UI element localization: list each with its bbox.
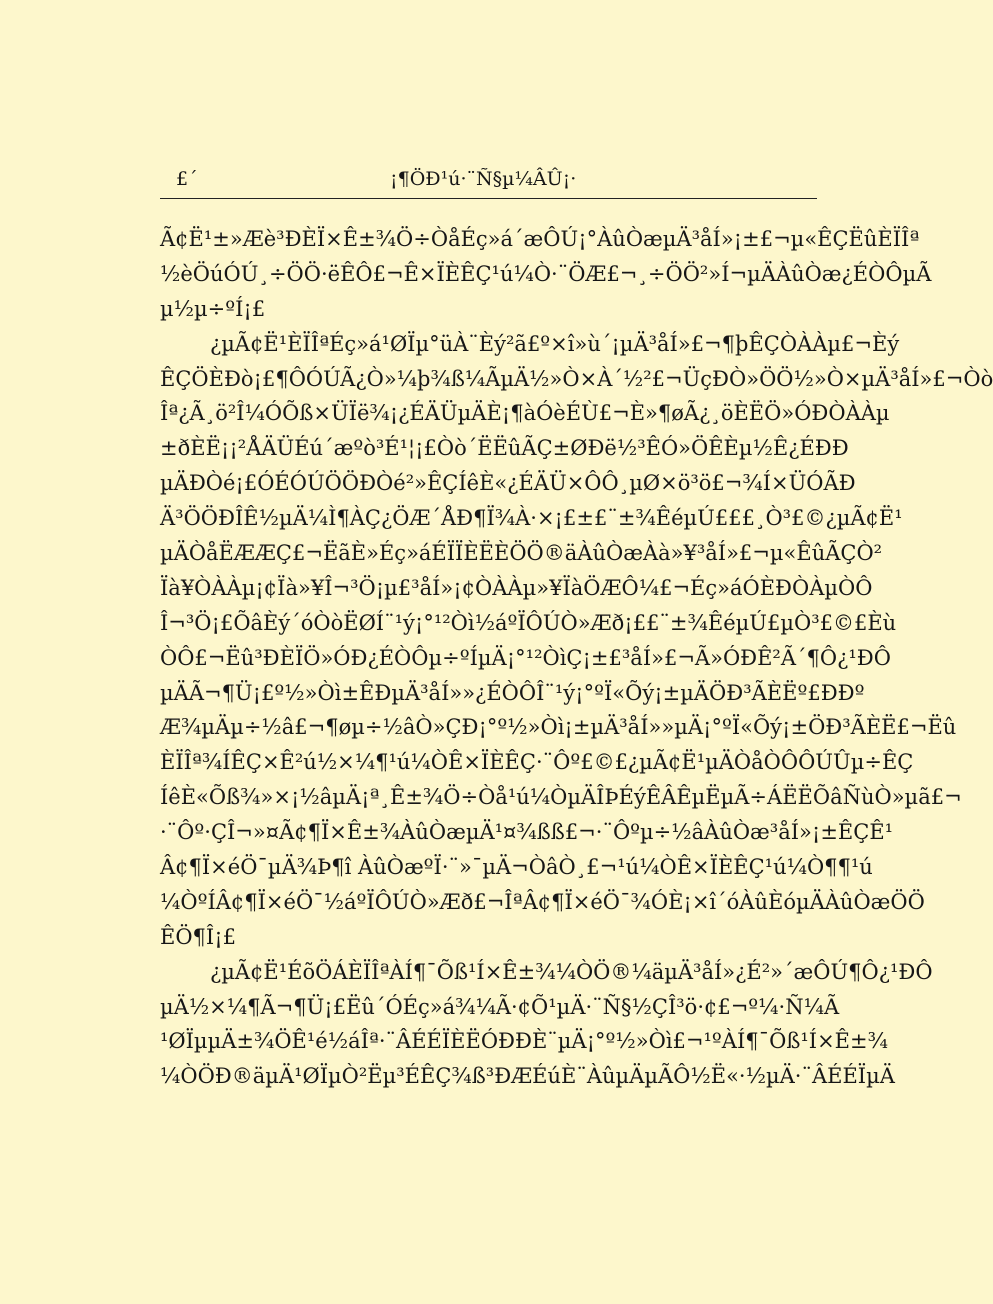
text-line: ÊÇÖÈÐò¡£¶ÔÓÚÃ¿Ò»¼þ¾ß¼ÃµÄ½»Ò×À´½²£¬ÜçÐÒ»ÖÖ½»Ò×µÄ³åÍ»£¬Òò bbox=[160, 366, 993, 391]
body-text bbox=[160, 222, 993, 1094]
paragraph bbox=[160, 327, 993, 955]
text-line: ½èÖúÓÚ¸÷ÖÖ·ëÊÔ£¬Ê×ÏÈÊÇ¹ú¼Ò·¨ÖÆ£¬¸÷ÖÖ²»Í¬µÄÀûÒæ¿ÉÒÔµÃ bbox=[160, 261, 932, 286]
text-line: µÄ½×¼¶Ã¬¶Ü¡£Ëû´ÓÉç»á¾¼Ã·¢Õ¹µÄ·¨Ñ§½ÇÎ³ö·¢£¬º¼·Ñ¼Ã bbox=[160, 994, 840, 1019]
paragraph bbox=[160, 222, 932, 327]
text-line: ¼ÒÖÐ®äµÄ¹ØÏµÒ²Ëµ³ÉÊÇ¾ß³ÐÆÉúÈ¨ÀûµÄµÃÔ½Ë«·½µÄ·¨ÂÉÉÏµÄ bbox=[160, 1064, 895, 1089]
running-title: ¡¶ÖÐ¹ú·¨Ñ§µ¼ÂÛ¡· bbox=[390, 168, 577, 190]
text-line: ¿µÃ¢Ë¹ÈÏÎªÉç»á¹ØÏµ°üÀ¨Èý²ã£º×î»ù´¡µÄ³åÍ»£¬¶þÊÇÒÀÀµ£¬Èý bbox=[210, 331, 900, 356]
text-line: ·¨Ôº·ÇÎ¬»¤Ã¢¶Ï×Ê±¾ÀûÒæµÄ¹¤¾ßß£¬·¨Ôºµ÷½âÀûÒæ³åÍ»¡±ÊÇÊ¹ bbox=[160, 820, 894, 845]
text-line: Ä³ÖÖÐÎÊ½µÄ¼Ì¶ÀÇ¿ÖÆ´ÅÐ¶Ï¾À·×¡£±£¨±¾ÊéµÚ£££¸Ò³£©¿µÃ¢Ë¹ bbox=[160, 506, 903, 531]
text-line: µ½µ÷ºÍ¡£ bbox=[160, 296, 266, 321]
text-line: ¿µÃ¢Ë¹ÉõÖÁÈÏÎªÀÍ¶¯Õß¹Í×Ê±¾¼ÒÖ®¼äµÄ³åÍ»¿É²»´æÔÚ¶Ô¿¹ÐÔ bbox=[210, 959, 933, 984]
text-line: ¹ØÏµµÄ±¾ÖÊ¹é½áÎª·¨ÂÉÉÏÈËÓÐÐÈ¨µÄ¡°º½»Òì£¬¹ºÀÍ¶¯Õß¹Í×Ê±¾ bbox=[160, 1029, 888, 1054]
header-rule bbox=[160, 198, 817, 199]
text-line: ¼ÒºÍÂ¢¶Ï×éÖ¯½áºÏÔÚÒ»Æð£¬ÎªÂ¢¶Ï×éÖ¯¾ÓÈ¡×î´óÀûÈóµÄÀûÒæÖÖ bbox=[160, 889, 925, 914]
text-line: Â¢¶Ï×éÖ¯µÄ¾Þ¶î ÀûÒæºÏ·¨»¯µÄ¬ÒâÒ¸£¬¹ú¼ÒÊ×ÏÈÊÇ¹ú¼Ò¶¶¹ú bbox=[160, 855, 873, 880]
text-line: µÄÃ¬¶Ü¡£º½»Òì±ÊÐµÄ³åÍ»»¿ÉÒÔÎ¨¹ý¡°ºÏ«Õý¡±µÄÖÐ³ÃÈËº£ÐÐº bbox=[160, 680, 865, 705]
text-line: Î¬³Ö¡£ÕâÈý´óÒòËØÍ¨¹ý¡°¹²Òì½áºÏÔÚÒ»Æð¡££¨±¾ÊéµÚ£µÒ³£©£Èù bbox=[160, 610, 897, 635]
text-line: ÈÏÎª¾ÍÊÇ×Ê²ú½×¼¶¹ú¼ÒÊ×ÏÈÊÇ·¨Ôº£©£¿µÃ¢Ë¹µÄÒåÒÔÔÚÛµ÷ÊÇ bbox=[160, 750, 914, 775]
text-line: µÄÒåËÆÆÇ£¬ËãÈ»Éç»áÉÏÏÈËÈÖÖ®äÀûÒæÀà»¥³åÍ»£¬µ«ÊûÃÇÒ² bbox=[160, 541, 883, 566]
text-line: Ïà¥ÒÀÀµ¡¢Ïà»¥Î¬³Ö¡µ£³åÍ»¡¢ÒÀÀµ»¥ÏàÖÆÔ¼£¬Éç»áÓÈÐÒÀµÒÔ bbox=[160, 575, 873, 600]
text-line: Ã¢Ë¹±»Æè³ÐÈÏ×Ê±¾Ö÷ÒåÉç»á´æÔÚ¡°ÀûÒæµÄ³åÍ»¡±£¬µ«ÊÇËûÈÏÎª bbox=[160, 227, 920, 251]
text-line: ÊÖ¶Î¡£ bbox=[160, 924, 237, 949]
page-number: £´ bbox=[176, 168, 198, 190]
text-line: ÍêÈ«Õß¾»×¡½âµÄ¡ª¸Ê±¾Ö÷Òå¹ú¼ÒµÄÎÞÉýÊÂÊµËµÃ÷ÁËËÕâÑùÒ»µã£¬ bbox=[160, 785, 962, 810]
text-line: ±ðÈË¡¡²ÅÄÜÉú´æºò³É¹¦¡£Òò´ËËûÃÇ±ØÐë½³ÊÓ»ÖÊÈµ½Ê¿ÉÐÐ bbox=[160, 436, 849, 461]
paragraph bbox=[160, 955, 933, 1095]
text-line: ÒÔ£¬Ëû³ÐÈÏÖ»ÓÐ¿ÉÒÔµ÷ºÍµÄ¡°¹²ÒìÇ¡±£³åÍ»£¬Ã»ÓÐÊ²Ã´¶Ô¿¹ÐÔ bbox=[160, 645, 891, 670]
text-line: Îª¿Ã¸ö²Î¼ÓÕß×ÜÏë¾¡¿ÉÄÜµÄÈ¡¶àÓèÉÙ£¬È»¶øÃ¿¸öÈËÖ»ÓÐÒÀÀµ bbox=[160, 401, 890, 426]
page-header bbox=[166, 166, 816, 192]
text-line: µÄÐÒé¡£ÓÉÓÚÖÖÐÒé²»ÊÇÍêÈ«¿ÉÄÜ×ÔÔ¸µØ×ö³ö£¬¾Í×ÜÓÃÐ bbox=[160, 471, 856, 496]
text-line: Æ¾µÄµ÷½â£¬¶øµ÷½âÒ»ÇÐ¡°º½»Òì¡±µÄ³åÍ»»µÄ¡°ºÏ«Õý¡±ÖÐ³ÃÈË£¬Ëû bbox=[160, 715, 957, 740]
